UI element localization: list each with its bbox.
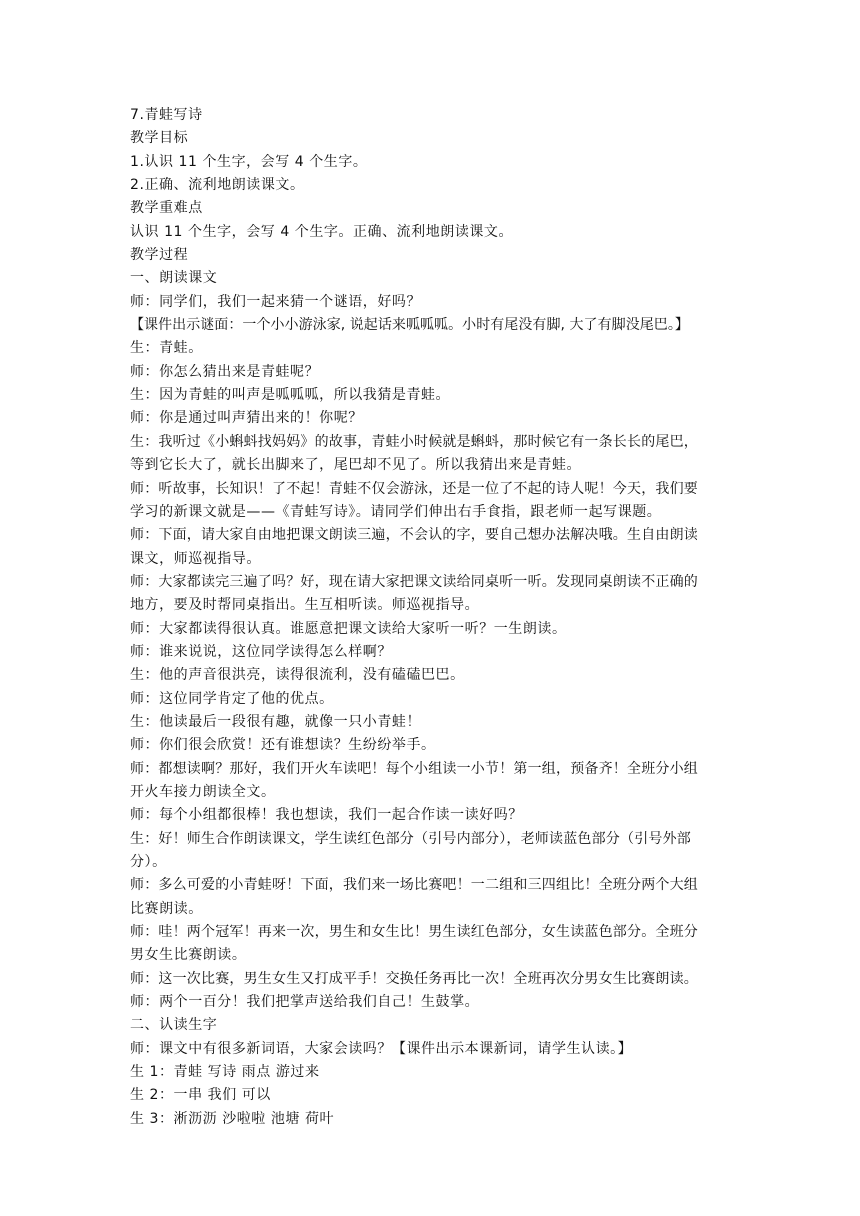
dialogue-line: 地方，要及时帮同桌指出。生互相听读。师巡视指导。 <box>130 597 480 614</box>
dialogue-line: 课文，师巡视指导。 <box>130 550 261 567</box>
section-heading-objectives: 教学目标 <box>130 130 189 147</box>
dialogue-line: 等到它长大了，就长出脚来了，尾巴却不见了。所以我猜出来是青蛙。 <box>130 457 582 474</box>
objective-item: 1.认识 11 个生字，会写 4 个生字。 <box>130 153 368 170</box>
document-body <box>130 104 730 1131</box>
dialogue-line: 男女生比赛朗读。 <box>130 947 247 964</box>
dialogue-line: 开火车接力朗读全文。 <box>130 783 276 800</box>
dialogue-line: 师：你是通过叫声猜出来的！你呢？ <box>130 410 363 427</box>
dialogue-line: 师：两个一百分！我们把掌声送给我们自己！生鼓掌。 <box>130 994 480 1011</box>
dialogue-line: 师：你怎么猜出来是青蛙呢？ <box>130 363 320 380</box>
dialogue-line: 师：哇！两个冠军！再来一次，男生和女生比！男生读红色部分，女生读蓝色部分。全班分 <box>130 924 698 941</box>
dialogue-line: 师：每个小组都很棒！我也想读，我们一起合作读一读好吗？ <box>130 807 523 824</box>
dialogue-line: 生：他读最后一段很有趣，就像一只小青蛙！ <box>130 713 421 730</box>
dialogue-line: 师：下面，请大家自由地把课文朗读三遍，不会认的字，要自己想办法解决哦。生自由朗读 <box>130 527 698 544</box>
dialogue-line: 师：课文中有很多新词语，大家会读吗？【课件出示本课新词，请学生认读。】 <box>130 1040 633 1057</box>
objective-item: 2.正确、流利地朗读课文。 <box>130 177 305 194</box>
key-points-text: 认识 11 个生字，会写 4 个生字。正确、流利地朗读课文。 <box>130 223 514 240</box>
dialogue-line: 生：他的声音很洪亮，读得很流利，没有磕磕巴巴。 <box>130 667 465 684</box>
subheading-reading: 一、朗读课文 <box>130 270 218 287</box>
section-heading-key-points: 教学重难点 <box>130 200 203 217</box>
dialogue-line: 师：多么可爱的小青蛙呀！下面，我们来一场比赛吧！一二组和三四组比！全班分两个大组 <box>130 877 698 894</box>
dialogue-line: 比赛朗读。 <box>130 900 203 917</box>
dialogue-line: 师：大家都读完三遍了吗？好，现在请大家把课文读给同桌听一听。发现同桌朗读不正确的 <box>130 573 698 590</box>
dialogue-line: 师：大家都读得很认真。谁愿意把课文读给大家听一听？一生朗读。 <box>130 620 567 637</box>
dialogue-line: 分）。 <box>130 854 167 870</box>
dialogue-line: 生：青蛙。 <box>130 340 203 357</box>
dialogue-line: 生：我听过《小蝌蚪找妈妈》的故事，青蛙小时候就是蝌蚪，那时候它有一条长长的尾巴， <box>130 433 698 450</box>
dialogue-line: 生：因为青蛙的叫声是呱呱呱，所以我猜是青蛙。 <box>130 387 451 404</box>
dialogue-line: 师：这一次比赛，男生女生又打成平手！交换任务再比一次！全班再次分男女生比赛朗读。 <box>130 970 698 987</box>
vocabulary-line: 生 3：淅沥沥 沙啦啦 池塘 荷叶 <box>130 1110 335 1127</box>
vocabulary-line: 生 1：青蛙 写诗 雨点 游过来 <box>130 1064 320 1081</box>
vocabulary-line: 生 2：一串 我们 可以 <box>130 1087 271 1104</box>
subheading-characters: 二、认读生字 <box>130 1017 218 1034</box>
dialogue-line: 学习的新课文就是——《青蛙写诗》。请同学们伸出右手食指，跟老师一起写课题。 <box>130 503 662 520</box>
courseware-note: 【课件出示谜面：一个小小游泳家, 说起话来呱呱呱。小时有尾没有脚, 大了有脚没尾巴。】 <box>130 317 689 334</box>
dialogue-line: 师：谁来说说，这位同学读得怎么样啊？ <box>130 643 392 660</box>
dialogue-line: 生：好！师生合作朗读课文，学生读红色部分（引号内部分），老师读蓝色部分（引号外部 <box>130 830 691 847</box>
dialogue-line: 师：都想读啊？那好，我们开火车读吧！每个小组读一小节！第一组，预备齐！全班分小组 <box>130 760 698 777</box>
dialogue-line: 师：你们很会欣赏！还有谁想读？生纷纷举手。 <box>130 737 436 754</box>
dialogue-line: 师：听故事，长知识！了不起！青蛙不仅会游泳，还是一位了不起的诗人呢！今天，我们要 <box>130 480 698 497</box>
dialogue-line: 师：这位同学肯定了他的优点。 <box>130 690 334 707</box>
lesson-title: 7.青蛙写诗 <box>130 107 203 123</box>
dialogue-line: 师：同学们，我们一起来猜一个谜语，好吗？ <box>130 293 421 310</box>
section-heading-process: 教学过程 <box>130 247 189 264</box>
